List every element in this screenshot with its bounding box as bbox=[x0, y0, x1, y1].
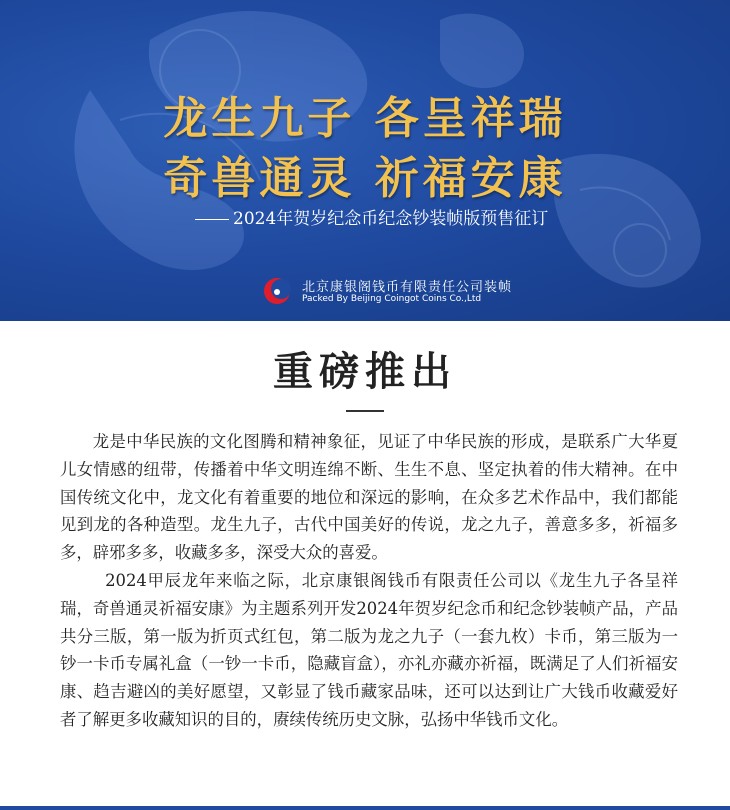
headline-line-2: 奇兽通灵 祈福安康 bbox=[163, 153, 567, 204]
article-paragraph-1: 龙是中华民族的文化图腾和精神象征，见证了中华民族的形成，是联系广大华夏儿女情感的纽带，传播着中华文明连绵不断、生生不息、坚定执着的伟大精神。在中国传统文化中，龙文化有着重要的地位和深远的影响，在众多艺术作品中，我们都能见到龙的各种造型。龙生九子，古代中国美好的传说，龙之九子，善意多多，祈福多多，辟邪多多，收藏多多，深受大众的喜爱。 bbox=[60, 432, 678, 563]
subheadline bbox=[195, 204, 615, 229]
company-name-en: Packed By Beijing Coingot Coins Co.,Ltd bbox=[302, 294, 482, 304]
headline-line-1: 龙生九子 各呈祥瑞 bbox=[163, 93, 567, 144]
article-body bbox=[60, 428, 678, 734]
subheadline-dash bbox=[195, 219, 229, 220]
article-paragraph-2: 2024甲辰龙年来临之际，北京康银阁钱币有限责任公司以《龙生九子各呈祥瑞，奇兽通灵祈福安康》为主题系列开发2024年贺岁纪念币和纪念钞装帧产品，产品共分三版，第一版为折页式红包，第二版为龙之九子（一套九枚）卡币，第三版为一钞一卡币专属礼盒（一钞一卡币，隐藏盲盒），亦礼亦藏亦祈福，既满足了人们祈福安康、趋吉避凶的美好愿望，又彰显了钱币藏家品味，还可以达到让广大钱币收藏爱好者了解更多收藏知识的目的，赓续传统历史文脉，弘扬中华钱币文化。 bbox=[60, 570, 678, 729]
company-logo-icon bbox=[262, 276, 292, 306]
title-underline bbox=[346, 410, 384, 412]
company-name-cn: 北京康银阁钱币有限责任公司装帧 bbox=[302, 280, 513, 295]
hero-banner bbox=[0, 0, 730, 321]
subheadline-text: 2024年贺岁纪念币纪念钞装帧版预售征订 bbox=[233, 209, 549, 229]
bottom-accent-bar bbox=[0, 806, 730, 810]
section-title: 重磅推出 bbox=[273, 349, 457, 395]
